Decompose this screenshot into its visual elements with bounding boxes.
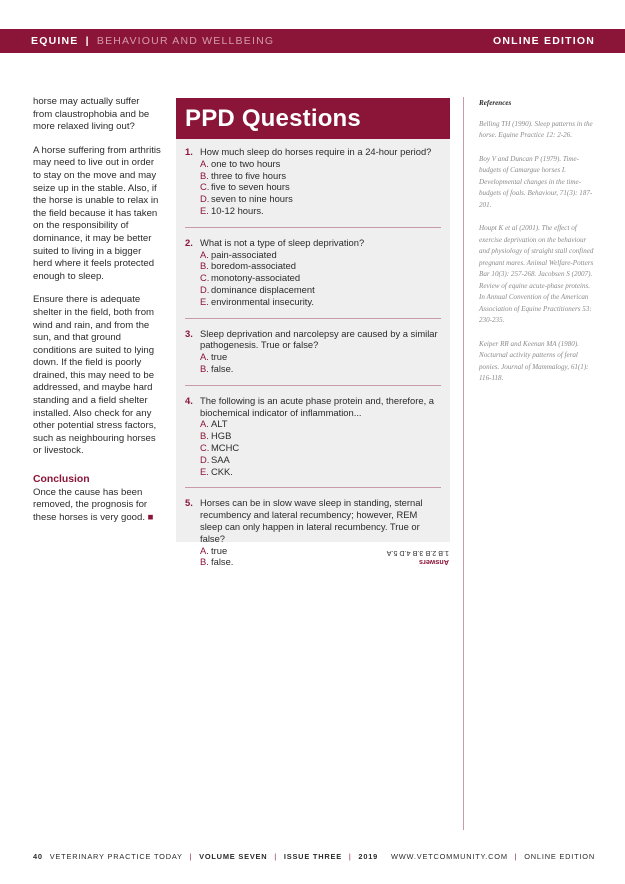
option-letter: D. xyxy=(200,193,210,205)
answer-option xyxy=(185,205,441,217)
question-number: 3. xyxy=(185,327,193,339)
answer-option xyxy=(185,249,441,261)
body-paragraph: Ensure there is adequate shelter in the field, both from wind and rain, and from the sun, and that ground conditions are suited to lying down. If the field is poorly drained, this may need to be addressed, and maybe hard standing and a field shelter installed. Also check for any other potential stress factors, such as neighbouring horses or livestock. xyxy=(33,294,157,457)
option-text: environmental insecurity. xyxy=(211,295,314,307)
ppd-question-list xyxy=(176,139,450,568)
option-text: false. xyxy=(211,362,234,374)
answer-option xyxy=(185,442,441,454)
option-letter: C. xyxy=(200,181,210,193)
question-number: 2. xyxy=(185,236,193,248)
option-letter: A. xyxy=(200,351,209,363)
footer-separator: | xyxy=(514,852,518,861)
answer-option xyxy=(185,351,441,363)
option-letter: A. xyxy=(200,157,209,169)
option-letter: B. xyxy=(200,169,209,181)
option-letter: B. xyxy=(200,556,209,568)
option-text: pain-associated xyxy=(211,248,277,260)
footer-separator: | xyxy=(274,852,278,861)
option-letter: E. xyxy=(200,465,209,477)
answer-option xyxy=(185,181,441,193)
body-paragraph: A horse suffering from arthritis may need to live out in order to stay on the move and may seize up in the stable. Also, if the horse is unable to relax in the field because it has taken on the responsibility of dominance, it may be better suited to living in a bigger herd where it feels protected enough to sleep. xyxy=(33,144,161,282)
option-text: SAA xyxy=(211,453,230,465)
footer-separator: | xyxy=(189,852,193,861)
question-text: Horses can be in slow wave sleep in standing, sternal recumbency and lateral recumbency; however, REM sleep can only happen in lateral recumbency. True or false? xyxy=(200,497,423,544)
references-column xyxy=(479,98,595,397)
conclusion-paragraph xyxy=(33,487,161,525)
option-text: dominance displacement xyxy=(211,283,315,295)
answers-text: 1.B 2.B 3.B 4.D 5.A xyxy=(386,549,449,558)
reference-item: Keiper RR and Keenan MA (1980). Nocturnal activity patterns of feral ponies. Journal of Mammalogy, 61(1): 116-118. xyxy=(479,339,589,382)
column-divider-line xyxy=(463,97,464,830)
option-text: seven to nine hours xyxy=(211,193,293,205)
upside-down-answers xyxy=(357,549,449,567)
answer-option xyxy=(185,158,441,170)
reference-item: Belling TH (1990). Sleep patterns in the horse. Equine Practice 12: 2-26. xyxy=(479,119,593,139)
conclusion-heading: Conclusion xyxy=(33,474,90,486)
question-3 xyxy=(185,328,441,375)
option-text: five to seven hours xyxy=(211,181,290,193)
references-heading: References xyxy=(479,99,512,107)
reference-item: Houpt K et al (2001). The effect of exercise deprivation on the behaviour and physiology of straight stall confined pregnant mares. Animal Welfare-Potters Bar 10(3): 257-268. Jacobsen S (2007). Review of equine acute-phase proteins. In Annual Convention of the American Association of Equine Practitioners 53: 230-235. xyxy=(479,224,594,324)
question-divider xyxy=(185,227,441,228)
subsection-name: BEHAVIOUR AND WELLBEING xyxy=(96,35,275,47)
reference-item: Boy V and Duncan P (1979). Time-budgets of Camargue horses I. Developmental changes in the time-budgets of foals. Behaviour, 71(3): 187-201. xyxy=(479,154,593,209)
option-text: CKK. xyxy=(211,465,233,477)
footer-right xyxy=(391,852,595,861)
option-letter: A. xyxy=(200,544,209,556)
section-name: EQUINE xyxy=(31,35,79,47)
footer-left xyxy=(33,852,378,861)
article-body-column xyxy=(33,96,161,535)
option-letter: D. xyxy=(200,453,210,465)
footer-separator: | xyxy=(348,852,352,861)
option-text: true xyxy=(211,544,228,556)
answer-option xyxy=(185,193,441,205)
answer-option xyxy=(185,363,441,375)
section-header-bar xyxy=(0,29,625,53)
answer-option xyxy=(185,170,441,182)
option-text: monotony-associated xyxy=(211,272,301,284)
option-letter: A. xyxy=(200,248,209,260)
ppd-title: PPD Questions xyxy=(176,98,450,139)
option-text: 10-12 hours. xyxy=(211,204,264,216)
answer-option xyxy=(185,430,441,442)
option-text: false. xyxy=(211,556,234,568)
publication-name: VETERINARY PRACTICE TODAY xyxy=(49,852,183,861)
conclusion-text: Once the cause has been removed, the prognosis for these horses is very good. xyxy=(33,486,148,523)
question-divider xyxy=(185,318,441,319)
footer-edition-label: ONLINE EDITION xyxy=(524,852,595,861)
option-text: ALT xyxy=(211,418,228,430)
option-text: boredom-associated xyxy=(211,260,296,272)
option-letter: B. xyxy=(200,362,209,374)
question-text: The following is an acute phase protein and, therefore, a biochemical indicator of inflammation... xyxy=(200,394,435,418)
website-label: WWW.VETCOMMUNITY.COM xyxy=(390,852,508,861)
question-text: Sleep deprivation and narcolepsy are caused by a similar pathogenesis. True or false? xyxy=(200,327,438,351)
question-text: What is not a type of sleep deprivation? xyxy=(200,236,365,248)
header-separator: | xyxy=(85,35,90,47)
option-letter: A. xyxy=(200,418,209,430)
question-1 xyxy=(185,146,441,217)
end-of-article-mark: ■ xyxy=(147,511,154,523)
answer-option xyxy=(185,418,441,430)
option-text: three to five hours xyxy=(211,169,287,181)
option-text: HGB xyxy=(211,430,232,442)
option-letter: C. xyxy=(200,441,210,453)
option-letter: C. xyxy=(200,272,210,284)
option-text: one to two hours xyxy=(211,157,281,169)
volume-label: VOLUME SEVEN xyxy=(199,852,268,861)
question-number: 5. xyxy=(185,497,193,509)
option-text: true xyxy=(211,351,228,363)
section-title xyxy=(31,35,274,47)
option-letter: B. xyxy=(200,430,209,442)
answer-option xyxy=(185,296,441,308)
question-2 xyxy=(185,237,441,308)
question-number: 4. xyxy=(185,394,193,406)
option-text: MCHC xyxy=(211,441,240,453)
option-letter: E. xyxy=(200,295,209,307)
page-number: 40 xyxy=(33,852,43,861)
answers-label: Answers xyxy=(419,558,449,567)
option-letter: B. xyxy=(200,260,209,272)
question-text: How much sleep do horses require in a 24-hour period? xyxy=(200,146,432,157)
body-paragraph: horse may actually suffer from claustrophobia and be more relaxed living out? xyxy=(33,96,150,133)
question-divider xyxy=(185,487,441,488)
page-footer xyxy=(33,852,595,861)
answer-option xyxy=(185,284,441,296)
answer-option xyxy=(185,466,441,478)
edition-label: ONLINE EDITION xyxy=(493,35,595,47)
answer-option xyxy=(185,260,441,272)
question-4 xyxy=(185,395,441,478)
issue-label: ISSUE THREE xyxy=(283,852,342,861)
answer-option xyxy=(185,454,441,466)
question-number: 1. xyxy=(185,146,193,157)
option-letter: E. xyxy=(200,204,209,216)
question-divider xyxy=(185,385,441,386)
answer-option xyxy=(185,272,441,284)
option-letter: D. xyxy=(200,283,210,295)
year-label: 2019 xyxy=(358,852,379,861)
